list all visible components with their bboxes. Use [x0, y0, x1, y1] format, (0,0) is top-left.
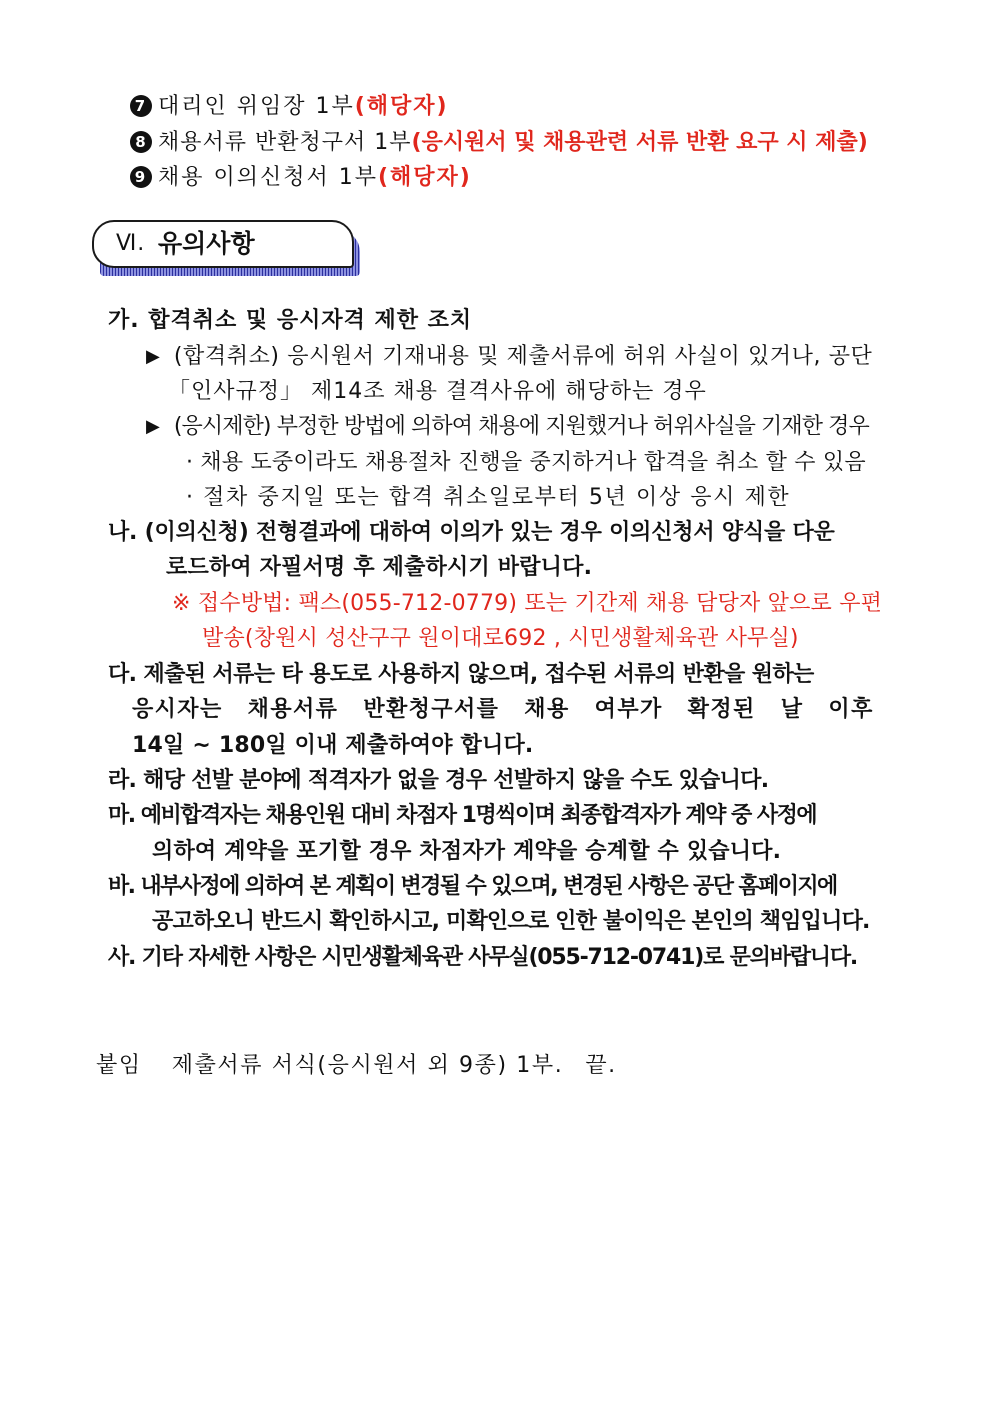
note-ga-bullet-1: [146, 342, 872, 372]
section-header-box: [92, 220, 354, 268]
note-na-line-1: 나. (이의신청) 전형결과에 대하여 이의가 있는 경우 이의신청서 양식을 다운: [108, 520, 835, 545]
note-ga-sub-2: · 절차 중지일 또는 합격 취소일로부터 5년 이상 응시 제한: [186, 485, 791, 510]
note-na-line-2: 로드하여 자필서명 후 제출하시기 바랍니다.: [166, 555, 593, 580]
attachment-label: 붙임: [96, 1053, 142, 1078]
note-na-method-2: 발송(창원시 성산구구 원이대로692 , 시민생활체육관 사무실): [202, 626, 799, 651]
doc-item-text: 채용서류 반환청구서 1부: [158, 130, 412, 155]
section-number: Ⅵ.: [116, 231, 146, 256]
doc-item-note: (응시원서 및 채용관련 서류 반환 요구 시 제출): [411, 130, 868, 155]
note-ba-line-2: 공고하오니 반드시 확인하시고, 미확인으로 인한 불이익은 본인의 책임입니다.: [152, 909, 870, 934]
note-ga-bullet-1-cont: 「인사규정」 제14조 채용 결격사유에 해당하는 경우: [168, 379, 707, 404]
section-header: [92, 220, 364, 278]
note-ma-line-2: 의하여 계약을 포기할 경우 차점자가 계약을 승계할 수 있습니다.: [152, 839, 782, 864]
circled-number-9-icon: 9: [130, 166, 152, 188]
doc-item-7: [130, 92, 449, 122]
doc-item-text: 대리인 위임장 1부: [158, 94, 355, 119]
bullet-text: (합격취소) 응시원서 기재내용 및 제출서류에 허위 사실이 있거나, 공단: [173, 344, 873, 369]
note-ga-sub-1: · 채용 도중이라도 채용절차 진행을 중지하거나 합격을 취소 할 수 있음: [186, 450, 866, 475]
triangle-bullet-icon: ▶: [146, 416, 160, 437]
attachment-line: [96, 1051, 617, 1081]
doc-item-9: [130, 163, 472, 193]
bullet-text: (응시제한) 부정한 방법에 의하여 채용에 지원했거나 허위사실을 기재한 경우: [173, 414, 869, 439]
note-da-line-3: 14일 ~ 180일 이내 제출하여야 합니다.: [132, 733, 534, 758]
note-da-line-1: 다. 제출된 서류는 타 용도로 사용하지 않으며, 접수된 서류의 반환을 원하는: [108, 662, 814, 687]
attachment-end: 끝.: [585, 1053, 617, 1078]
doc-item-note: (해당자): [354, 94, 449, 119]
circled-number-8-icon: 8: [130, 131, 152, 153]
note-ma-line-1: 마. 예비합격자는 채용인원 대비 차점자 1명씩이며 최종합격자가 계약 중 사정에: [108, 803, 817, 828]
circled-number-7-icon: 7: [130, 95, 152, 117]
note-ba-line-1: 바. 내부사정에 의하여 본 계획이 변경될 수 있으며, 변경된 사항은 공단 홈페이지에: [108, 874, 837, 899]
note-ga-heading: 가. 합격취소 및 응시자격 제한 조치: [108, 308, 473, 333]
note-na-method-1: ※ 접수방법: 팩스(055-712-0779) 또는 기간제 채용 담당자 앞으로 우편: [172, 591, 883, 616]
attachment-text: 제출서류 서식(응시원서 외 9종) 1부.: [171, 1053, 564, 1078]
note-ga-bullet-2: [146, 412, 869, 442]
section-title: 유의사항: [158, 229, 255, 258]
note-da-line-2: 응시자는 채용서류 반환청구서를 채용 여부가 확정된 날 이후: [132, 697, 874, 722]
note-sa: 사. 기타 자세한 사항은 시민생활체육관 사무실(055-712-0741)로 문의바랍니다.: [108, 945, 858, 970]
doc-item-text: 채용 이의신청서 1부: [158, 165, 378, 190]
doc-item-8: [130, 128, 868, 158]
note-ra: 라. 해당 선발 분야에 적격자가 없을 경우 선발하지 않을 수도 있습니다.: [108, 768, 769, 793]
triangle-bullet-icon: ▶: [146, 346, 160, 367]
doc-item-note: (해당자): [378, 165, 472, 190]
